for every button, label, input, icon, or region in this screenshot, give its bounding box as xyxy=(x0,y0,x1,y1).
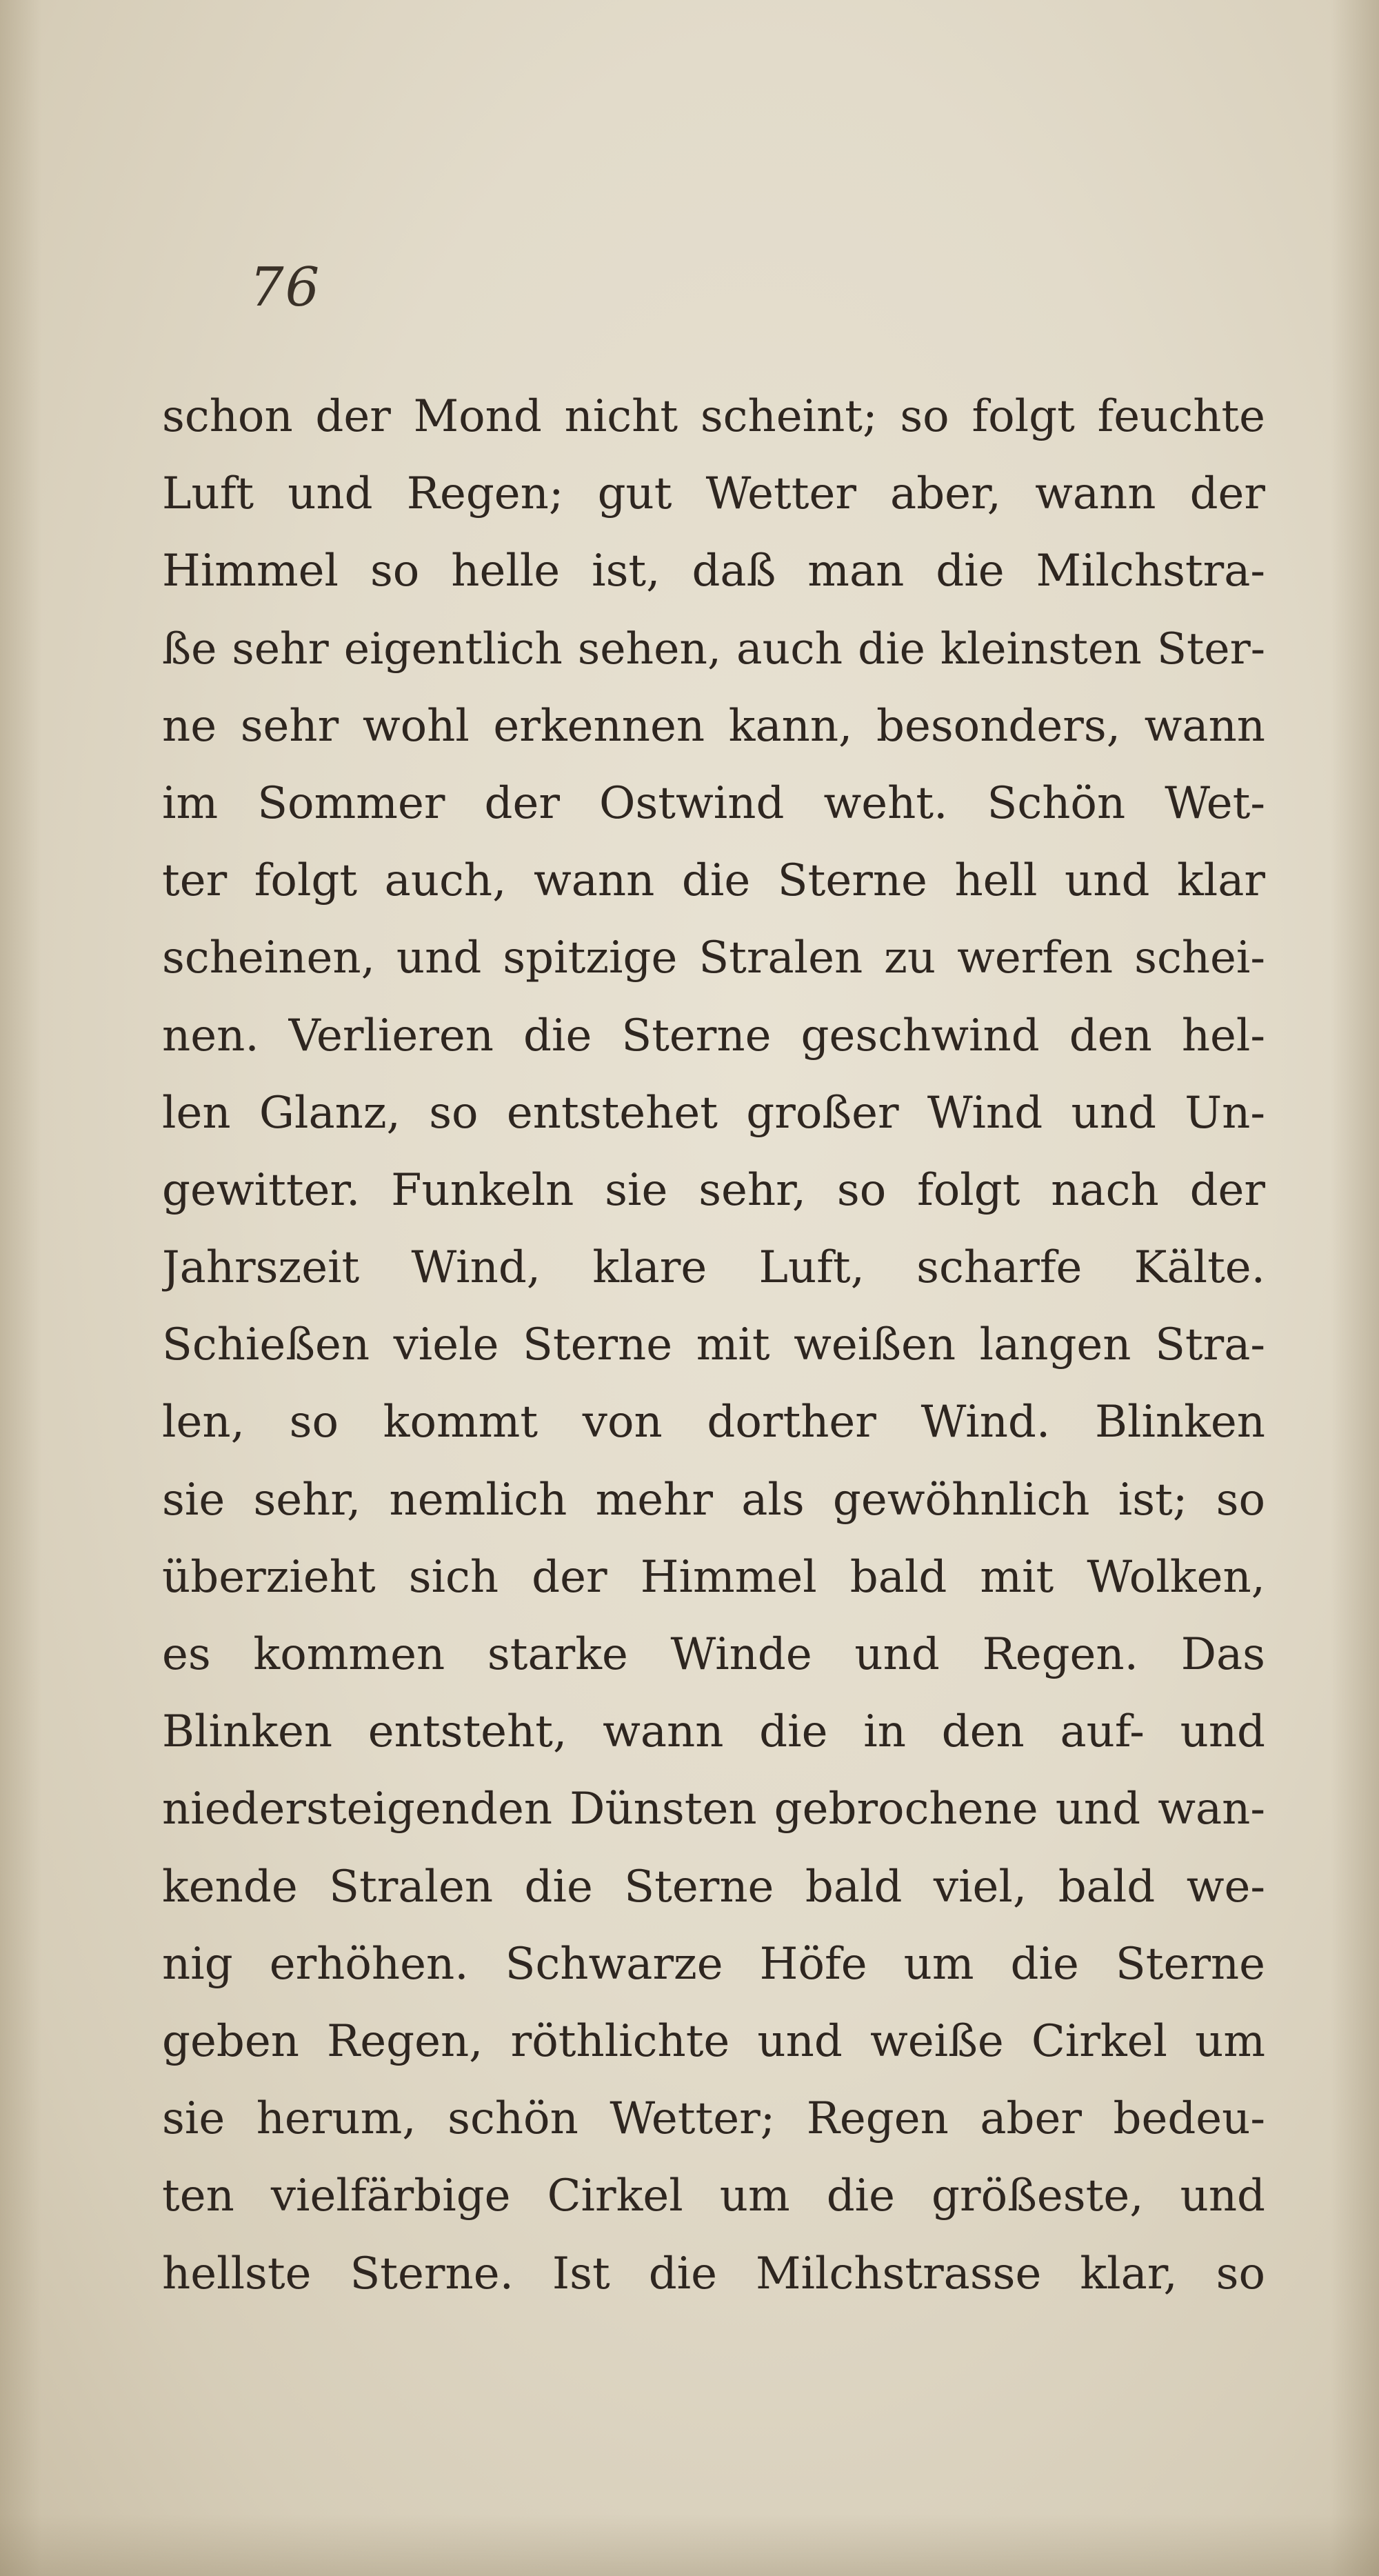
text-line: nen. Verlieren die Sterne geschwind den hel- xyxy=(162,1010,1265,1061)
text-line: ter folgt auch, wann die Sterne hell und klar xyxy=(162,855,1265,907)
body-text xyxy=(162,378,1265,2313)
text-line: überzieht sich der Himmel bald mit Wolken, xyxy=(162,1551,1265,1603)
text-line: len, so kommt von dorther Wind. Blinken xyxy=(162,1397,1265,1448)
page-edge-shadow-right xyxy=(1331,0,1379,2576)
page-number: 76 xyxy=(250,257,321,319)
text-line: gewitter. Funkeln sie sehr, so folgt nach der xyxy=(162,1164,1265,1216)
text-line: len Glanz, so entstehet großer Wind und Un- xyxy=(162,1087,1265,1139)
text-line: ten vielfärbige Cirkel um die größeste, und xyxy=(162,2170,1265,2222)
page-edge-shadow-left xyxy=(0,0,41,2576)
text-line: Schießen viele Sterne mit weißen langen Stra- xyxy=(162,1319,1265,1371)
text-line: sie herum, schön Wetter; Regen aber bedeu- xyxy=(162,2093,1265,2145)
text-line: Jahrszeit Wind, klare Luft, scharfe Kälte. xyxy=(162,1242,1265,1294)
text-line: Luft und Regen; gut Wetter aber, wann der xyxy=(162,468,1265,520)
page-edge-shadow-bottom xyxy=(0,2514,1379,2576)
text-line: scheinen, und spitzige Stralen zu werfen schei- xyxy=(162,932,1265,984)
text-line: hellste Sterne. Ist die Milchstrasse klar, so xyxy=(162,2248,1265,2299)
text-line: sie sehr, nemlich mehr als gewöhnlich ist; so xyxy=(162,1474,1265,1526)
text-line: ne sehr wohl erkennen kann, besonders, wann xyxy=(162,700,1265,752)
text-line: ße sehr eigentlich sehen, auch die kleinsten Ster- xyxy=(162,623,1265,674)
text-line: kende Stralen die Sterne bald viel, bald we- xyxy=(162,1861,1265,1913)
text-line: es kommen starke Winde und Regen. Das xyxy=(162,1629,1265,1680)
text-line: geben Regen, röthlichte und weiße Cirkel um xyxy=(162,2015,1265,2067)
text-line: niedersteigenden Dünsten gebrochene und wan- xyxy=(162,1784,1265,1835)
text-line: Himmel so helle ist, daß man die Milchstra- xyxy=(162,546,1265,597)
text-line: im Sommer der Ostwind weht. Schön Wet- xyxy=(162,777,1265,829)
text-line: schon der Mond nicht scheint; so folgt feuchte xyxy=(162,391,1265,442)
text-line: nig erhöhen. Schwarze Höfe um die Sterne xyxy=(162,1938,1265,1990)
text-line: Blinken entsteht, wann die in den auf- und xyxy=(162,1706,1265,1758)
